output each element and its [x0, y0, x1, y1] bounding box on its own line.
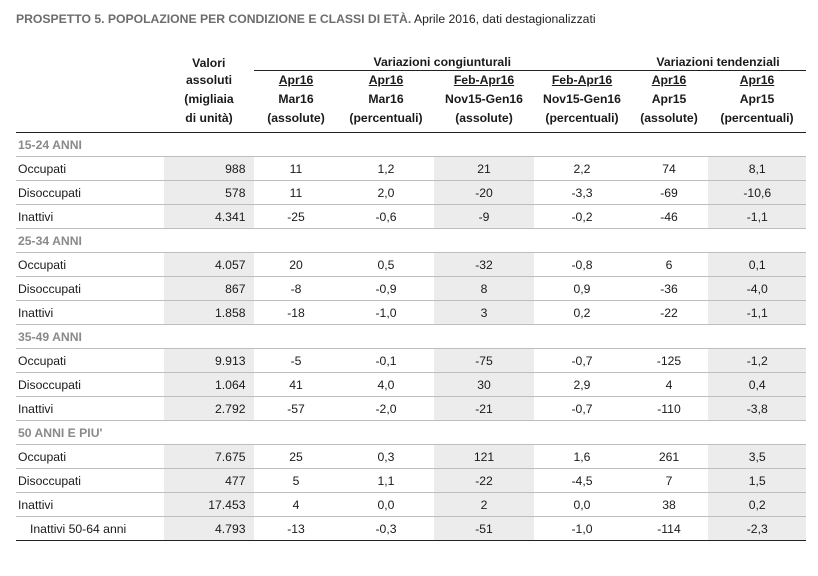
- table-cell: 0,0: [534, 493, 630, 517]
- table-row: [16, 445, 806, 469]
- population-table: [16, 51, 806, 541]
- table-cell: -8: [254, 277, 338, 301]
- table-cell: 4.793: [164, 517, 254, 541]
- table-row: [16, 301, 806, 325]
- header-col-3-bot: (assolute): [434, 109, 534, 133]
- table-cell: -21: [434, 397, 534, 421]
- table-row: [16, 205, 806, 229]
- table-title: [16, 12, 596, 26]
- table-cell: 6: [630, 253, 708, 277]
- header-group-congiunturali: Variazioni congiunturali: [254, 51, 630, 71]
- header-col-6-bot: (percentuali): [708, 109, 806, 133]
- table-cell: -110: [630, 397, 708, 421]
- row-label: Inattivi: [16, 301, 164, 325]
- table-cell: 2: [434, 493, 534, 517]
- header-col-1-bot: (assolute): [254, 109, 338, 133]
- table-cell: 8: [434, 277, 534, 301]
- table-cell: -2,3: [708, 517, 806, 541]
- table-cell: 988: [164, 157, 254, 181]
- header-col-1-mid: Mar16: [278, 92, 314, 106]
- table-row: [16, 253, 806, 277]
- header-valori-line-2: assoluti: [185, 72, 233, 87]
- table-cell: -57: [254, 397, 338, 421]
- table-cell: -1,1: [708, 301, 806, 325]
- row-label: Disoccupati: [16, 373, 164, 397]
- table-body: [16, 133, 806, 541]
- header-col-5-mid: Apr15: [651, 92, 687, 106]
- table-cell: -75: [434, 349, 534, 373]
- header-empty: [16, 109, 164, 133]
- table-cell: 1,6: [534, 445, 630, 469]
- table-cell: 0,1: [708, 253, 806, 277]
- table-cell: 0,4: [708, 373, 806, 397]
- table-cell: -0,3: [338, 517, 434, 541]
- table-row: [16, 157, 806, 181]
- header-col-2-top: [338, 71, 434, 91]
- row-label: Inattivi: [16, 397, 164, 421]
- table-cell: -0,2: [534, 205, 630, 229]
- table-cell: 0,2: [708, 493, 806, 517]
- table-cell: 1,5: [708, 469, 806, 493]
- table-cell: 2.792: [164, 397, 254, 421]
- header-col-3-top-text: Feb-Apr16: [453, 73, 515, 87]
- table-cell: 0,3: [338, 445, 434, 469]
- table-row: [16, 469, 806, 493]
- table-cell: -1,0: [534, 517, 630, 541]
- header-col-2-bot: (percentuali): [338, 109, 434, 133]
- table-cell: -36: [630, 277, 708, 301]
- table-cell: -18: [254, 301, 338, 325]
- table-cell: 7: [630, 469, 708, 493]
- table-row: [16, 349, 806, 373]
- table-cell: -51: [434, 517, 534, 541]
- table-cell: -5: [254, 349, 338, 373]
- header-empty: [16, 90, 164, 109]
- table-cell: 0,5: [338, 253, 434, 277]
- table-cell: 0,0: [338, 493, 434, 517]
- header-col-3-mid: Nov15-Gen16: [445, 92, 523, 106]
- header-col-3-top: [434, 71, 534, 91]
- section-row: [16, 421, 806, 445]
- table-cell: 3: [434, 301, 534, 325]
- table-cell: -114: [630, 517, 708, 541]
- table-cell: 17.453: [164, 493, 254, 517]
- section-label: 15-24 ANNI: [16, 133, 806, 157]
- table-cell: -9: [434, 205, 534, 229]
- table-cell: -0,8: [534, 253, 630, 277]
- table-row: [16, 493, 806, 517]
- row-label: Disoccupati: [16, 277, 164, 301]
- table-cell: -0,6: [338, 205, 434, 229]
- table-cell: -25: [254, 205, 338, 229]
- header-col-6-top: [708, 71, 806, 91]
- table-cell: -3,8: [708, 397, 806, 421]
- table-cell: 121: [434, 445, 534, 469]
- table-row: [16, 517, 806, 541]
- row-label: Occupati: [16, 253, 164, 277]
- header-col-5-bot: (assolute): [630, 109, 708, 133]
- table-cell: 4: [254, 493, 338, 517]
- table-cell: -2,0: [338, 397, 434, 421]
- header-col-5-top: [630, 71, 708, 91]
- section-label: 35-49 ANNI: [16, 325, 806, 349]
- header-empty: [16, 71, 164, 91]
- section-label: 25-34 ANNI: [16, 229, 806, 253]
- header-valori-line-1: Valori: [192, 55, 226, 70]
- row-label: Disoccupati: [16, 469, 164, 493]
- table-cell: 1.064: [164, 373, 254, 397]
- header-col-4-top-text: Feb-Apr16: [551, 73, 613, 87]
- table-cell: 4,0: [338, 373, 434, 397]
- table-cell: 9.913: [164, 349, 254, 373]
- header-col-1-top-text: Apr16: [278, 73, 314, 87]
- table-cell: 578: [164, 181, 254, 205]
- table-cell: 11: [254, 157, 338, 181]
- row-label: Occupati: [16, 157, 164, 181]
- section-row: [16, 133, 806, 157]
- table-cell: 477: [164, 469, 254, 493]
- table-cell: 38: [630, 493, 708, 517]
- table-cell: -69: [630, 181, 708, 205]
- table-cell: 2,0: [338, 181, 434, 205]
- table-cell: 0,2: [534, 301, 630, 325]
- header-col-6-mid: Apr15: [739, 92, 775, 106]
- row-label: Occupati: [16, 445, 164, 469]
- table-cell: 4: [630, 373, 708, 397]
- section-row: [16, 325, 806, 349]
- table-cell: -1,0: [338, 301, 434, 325]
- table-cell: 2,9: [534, 373, 630, 397]
- section-label: 50 ANNI E PIU': [16, 421, 806, 445]
- table-cell: 1,1: [338, 469, 434, 493]
- table-cell: 20: [254, 253, 338, 277]
- table-cell: 261: [630, 445, 708, 469]
- table-cell: -13: [254, 517, 338, 541]
- row-label: Disoccupati: [16, 181, 164, 205]
- table-cell: -20: [434, 181, 534, 205]
- header-group-tendenziali: Variazioni tendenziali: [630, 51, 806, 71]
- header-col-1-top: [254, 71, 338, 91]
- table-cell: 7.675: [164, 445, 254, 469]
- table-cell: -4,5: [534, 469, 630, 493]
- table-cell: 5: [254, 469, 338, 493]
- table-cell: -1,1: [708, 205, 806, 229]
- table-cell: 4.057: [164, 253, 254, 277]
- header-valori-line-3: (migliaia: [184, 92, 234, 106]
- header-col-2-mid: Mar16: [368, 92, 404, 106]
- header-valori-line-4: di unità): [164, 109, 254, 133]
- header-col-4-top: [534, 71, 630, 91]
- row-label: Inattivi: [16, 205, 164, 229]
- table-cell: 867: [164, 277, 254, 301]
- header-col-6-top-text: Apr16: [739, 73, 775, 87]
- table-cell: -32: [434, 253, 534, 277]
- table-cell: -0,1: [338, 349, 434, 373]
- row-label: Inattivi: [16, 493, 164, 517]
- header-empty: [16, 51, 164, 71]
- header-col-4-mid: Nov15-Gen16: [543, 92, 621, 106]
- table-title-sub: Aprile 2016, dati destagionalizzati: [413, 12, 596, 26]
- table-cell: 4.341: [164, 205, 254, 229]
- table-row: [16, 181, 806, 205]
- table-row: [16, 277, 806, 301]
- header-col-5-top-text: Apr16: [651, 73, 687, 87]
- row-label: Inattivi 50-64 anni: [16, 517, 164, 541]
- table-cell: 25: [254, 445, 338, 469]
- row-label: Occupati: [16, 349, 164, 373]
- table-cell: -4,0: [708, 277, 806, 301]
- table-cell: -0,7: [534, 397, 630, 421]
- table-cell: -3,3: [534, 181, 630, 205]
- table-cell: -10,6: [708, 181, 806, 205]
- section-row: [16, 229, 806, 253]
- table-cell: 3,5: [708, 445, 806, 469]
- table-cell: -125: [630, 349, 708, 373]
- table-cell: 30: [434, 373, 534, 397]
- table-row: [16, 373, 806, 397]
- table-cell: -1,2: [708, 349, 806, 373]
- table-cell: 11: [254, 181, 338, 205]
- table-cell: 41: [254, 373, 338, 397]
- table-cell: -0,7: [534, 349, 630, 373]
- header-col-2-top-text: Apr16: [368, 73, 404, 87]
- table-cell: 21: [434, 157, 534, 181]
- table-cell: 74: [630, 157, 708, 181]
- table-title-main: PROSPETTO 5. POPOLAZIONE PER CONDIZIONE E CLASSI DI ETÀ.: [16, 12, 412, 26]
- table-cell: -22: [434, 469, 534, 493]
- header-col-4-bot: (percentuali): [534, 109, 630, 133]
- table-cell: 8,1: [708, 157, 806, 181]
- table-cell: 1,2: [338, 157, 434, 181]
- table-cell: -46: [630, 205, 708, 229]
- table-row: [16, 397, 806, 421]
- table-cell: 2,2: [534, 157, 630, 181]
- table-cell: 0,9: [534, 277, 630, 301]
- table-cell: 1.858: [164, 301, 254, 325]
- table-cell: -0,9: [338, 277, 434, 301]
- table-cell: -22: [630, 301, 708, 325]
- table-header: [16, 51, 806, 133]
